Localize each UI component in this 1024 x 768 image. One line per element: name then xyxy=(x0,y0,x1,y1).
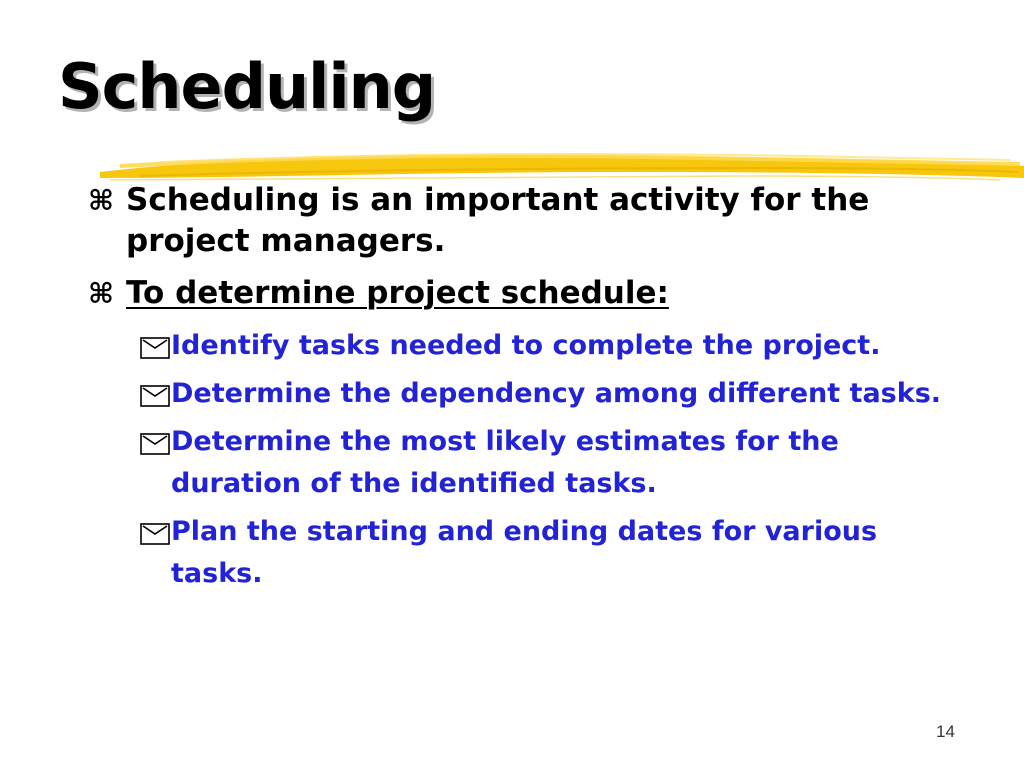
command-bullet-icon: ⌘ xyxy=(88,184,114,217)
bullet-text-underlined: To determine project schedule: xyxy=(126,275,669,311)
subbullet-text: Determine the most likely estimates for the duration of the identified tasks. xyxy=(171,426,839,499)
checkbox-y-icon xyxy=(140,337,170,359)
page-number: 14 xyxy=(936,722,955,741)
command-bullet-icon: ⌘ xyxy=(88,277,114,310)
bullet-text: Scheduling is an important activity for the project managers. xyxy=(126,182,870,259)
subbullet-text: Determine the dependency among different tasks. xyxy=(171,378,942,409)
checkbox-y-icon xyxy=(140,433,170,455)
checkbox-y-icon xyxy=(140,523,170,545)
bullet-content xyxy=(88,180,968,601)
bullet-item-level2 xyxy=(138,325,968,367)
bullet-item-level2 xyxy=(138,511,968,595)
subbullet-text: Plan the starting and ending dates for various tasks. xyxy=(171,516,878,589)
bullet-item-level1 xyxy=(88,180,968,262)
subbullet-text: Identify tasks needed to complete the project. xyxy=(171,330,881,361)
bullet-item-level1 xyxy=(88,273,968,314)
slide-title: Scheduling xyxy=(58,50,436,123)
bullet-item-level2 xyxy=(138,373,968,415)
checkbox-y-icon xyxy=(140,385,170,407)
bullet-item-level2 xyxy=(138,421,968,505)
